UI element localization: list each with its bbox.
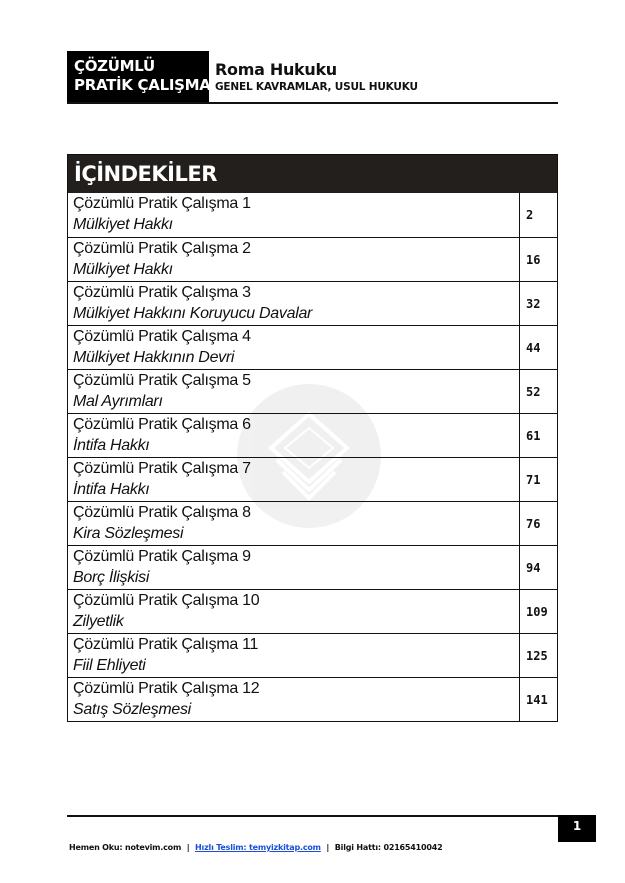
toc-entry-subtitle: Mal Ayrımları [73,393,163,410]
toc-entry [68,193,520,237]
footer-divider [67,815,558,817]
header-badge-line2: PRATİK ÇALIŞMA [74,76,211,94]
page-number: 1 [558,815,596,842]
toc-entry-title: Çözümlü Pratik Çalışma 4 [73,328,251,345]
toc-entry-subtitle: Kira Sözleşmesi [73,525,184,542]
footer-fast-delivery-link[interactable]: Hızlı Teslim: temyizkitap.com [195,843,321,852]
toc-entry-subtitle: Mülkiyet Hakkı [73,261,173,278]
toc-entry-title: Çözümlü Pratik Çalışma 5 [73,372,251,389]
toc-row[interactable] [68,193,557,237]
page-header [67,51,558,104]
toc-entry-page: 76 [526,516,541,531]
toc-entry-subtitle: Satış Sözleşmesi [73,701,191,718]
toc-row[interactable] [68,325,557,369]
toc-row[interactable] [68,677,557,721]
toc-entry-title: Çözümlü Pratik Çalışma 10 [73,592,260,609]
toc-entry-subtitle: Mülkiyet Hakkı [73,216,173,233]
toc-entry-page: 2 [526,208,534,222]
toc-entry-subtitle: İntifa Hakkı [73,437,150,454]
toc-entry-subtitle: Mülkiyet Hakkının Devri [73,349,235,366]
toc-entry-title: Çözümlü Pratik Çalışma 6 [73,416,251,433]
toc-row[interactable] [68,237,557,281]
toc-entry [68,634,520,677]
toc-entry-title: Çözümlü Pratik Çalışma 12 [73,680,260,697]
toc-entry-page: 125 [526,648,548,663]
toc-row[interactable] [68,369,557,413]
toc-entry-title: Çözümlü Pratik Çalışma 9 [73,548,251,565]
toc-row[interactable] [68,589,557,633]
header-badge-line1: ÇÖZÜMLÜ [74,57,155,75]
toc-row[interactable] [68,281,557,325]
footer-separator: | [186,843,190,852]
toc-row[interactable] [68,457,557,501]
toc-entry [68,590,520,633]
toc-row[interactable] [68,413,557,457]
toc-entry [68,238,520,281]
toc-row[interactable] [68,501,557,545]
footer-links [69,842,443,854]
toc-entry-title: Çözümlü Pratik Çalışma 7 [73,460,251,477]
toc-entry-page: 71 [526,472,541,487]
header-subtitle: GENEL KAVRAMLAR, USUL HUKUKU [215,81,418,93]
toc-entry [68,370,520,413]
toc-entry-subtitle: Borç İlişkisi [73,569,150,586]
header-badge [67,51,209,102]
toc-entry-subtitle: Zilyetlik [73,613,124,630]
table-of-contents [67,154,558,722]
toc-entry-page: 94 [526,560,541,575]
toc-heading: İÇİNDEKİLER [68,155,557,193]
toc-entry-page: 109 [526,604,548,619]
toc-entry [68,546,520,589]
toc-entry [68,282,520,325]
toc-entry [68,678,520,721]
toc-entry-page: 61 [526,428,541,443]
toc-entry-title: Çözümlü Pratik Çalışma 3 [73,284,251,301]
toc-entry-page: 16 [526,252,541,267]
toc-rows [68,193,557,721]
toc-entry-subtitle: İntifa Hakkı [73,481,150,498]
footer-read-now-link[interactable]: Hemen Oku: notevim.com [69,843,182,852]
header-text [209,51,418,102]
toc-entry [68,502,520,545]
toc-entry-page: 32 [526,296,541,311]
footer-info-line: Bilgi Hattı: 02165410042 [334,843,443,852]
toc-entry-title: Çözümlü Pratik Çalışma 1 [73,195,251,212]
toc-entry-page: 52 [526,384,541,399]
toc-entry [68,326,520,369]
toc-row[interactable] [68,633,557,677]
toc-entry-subtitle: Fiil Ehliyeti [73,657,146,674]
footer-separator: | [326,843,330,852]
toc-entry-title: Çözümlü Pratik Çalışma 8 [73,504,251,521]
toc-entry-subtitle: Mülkiyet Hakkını Koruyucu Davalar [73,305,313,322]
toc-row[interactable] [68,545,557,589]
header-title: Roma Hukuku [215,60,337,79]
toc-entry [68,414,520,457]
toc-entry-page: 44 [526,340,541,355]
toc-entry-page: 141 [526,692,548,707]
toc-entry-title: Çözümlü Pratik Çalışma 2 [73,240,251,257]
toc-entry-title: Çözümlü Pratik Çalışma 11 [73,636,259,653]
toc-entry [68,458,520,501]
